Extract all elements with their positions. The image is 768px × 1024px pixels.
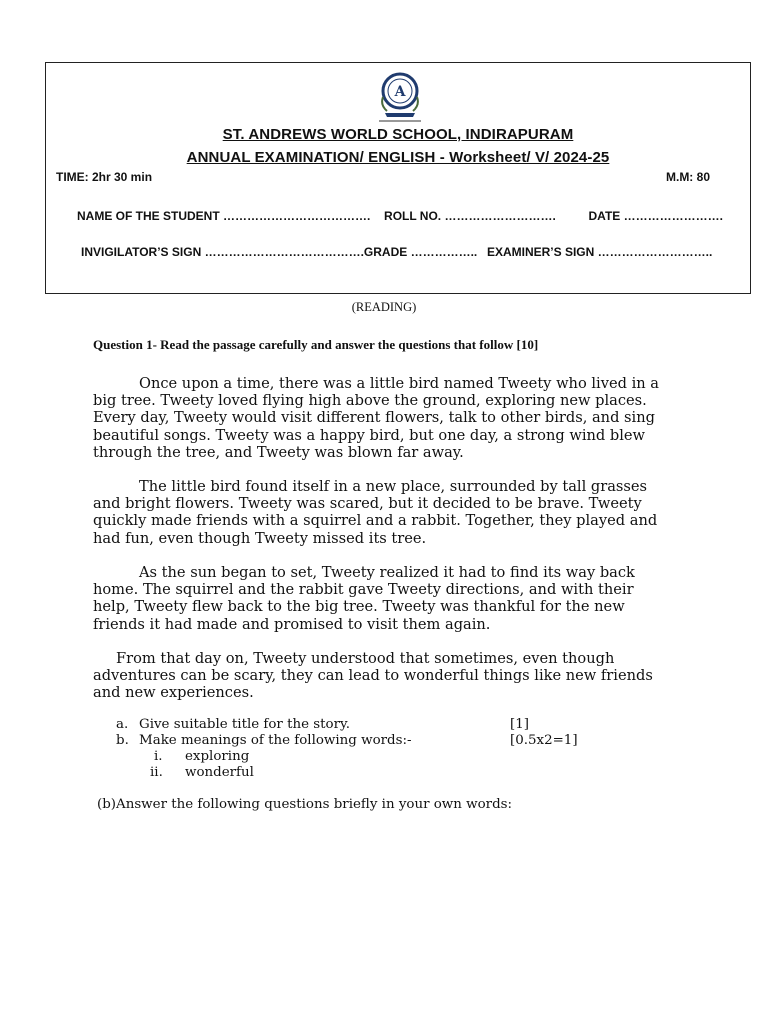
passage-paragraph: Once upon a time, there was a little bird named Tweety who lived in a big tree. Tweety loved flying high above the ground, exploring new places. Every day, Tweety would visit different flowers, talk to other birds, and sing beautiful songs. Tweety was a happy bird, but one day, a strong wind blew through the tree, and Tweety was blown far away. (93, 375, 659, 461)
passage-paragraph: The little bird found itself in a new place, surrounded by tall grasses and bright flowers. Tweety was scared, but it decided to be brave. Tweety quickly made friends with a squirrel and a rabbit. Together, they played and had fun, even though Tweety missed its tree. (93, 478, 658, 547)
crest-letter: A (394, 84, 406, 100)
roll-no-field[interactable]: ROLL NO. ………………………. (384, 209, 556, 223)
section-title: (READING) (351, 300, 417, 314)
exam-time: TIME: 2hr 30 min (56, 170, 153, 184)
question-item-text: Give suitable title for the story. (139, 717, 351, 732)
question-item-letter: a. (116, 717, 129, 732)
part-b-instruction: (b)Answer the following questions briefly in your own words: (97, 797, 513, 812)
date-field[interactable]: DATE ……………………. (588, 209, 723, 223)
word-item: wonderful (185, 765, 254, 780)
exam-header (45, 62, 751, 294)
question-item-text: Make meanings of the following words:- (139, 733, 412, 748)
student-name-field[interactable]: NAME OF THE STUDENT ………………………………. (77, 209, 371, 223)
school-crest-icon (377, 71, 423, 123)
question-item-marks: [1] (510, 717, 529, 732)
student-info-row (77, 209, 723, 223)
word-item-number: ii. (150, 765, 163, 780)
question-heading: Question 1- Read the passage carefully and answer the questions that follow [10] (93, 337, 539, 352)
max-marks: M.M: 80 (665, 170, 710, 184)
invigilator-sign-field[interactable]: INVIGILATOR’S SIGN …………………………………. (81, 245, 364, 259)
passage-paragraph: As the sun began to set, Tweety realized it had to find its way back home. The squirrel and the rabbit gave Tweety directions, and with their help, Tweety flew back to the big tree. Tweety was thankful for the new friends it had made and promised to visit them again. (93, 564, 635, 633)
question-item-marks: [0.5x2=1] (510, 733, 578, 748)
examiner-sign-field[interactable]: EXAMINER’S SIGN ……………………….. (486, 245, 713, 259)
exam-title: ANNUAL EXAMINATION/ ENGLISH - Worksheet/ V/ 2024-25 (186, 149, 610, 166)
word-item-number: i. (154, 749, 163, 764)
passage-paragraph: From that day on, Tweety understood that sometimes, even though adventures can be scary, they can lead to wonderful things like new friends and new experiences. (93, 650, 653, 702)
question-item-letter: b. (116, 733, 129, 748)
signature-row (81, 245, 712, 259)
school-name: ST. ANDREWS WORLD SCHOOL, INDIRAPURAM (222, 126, 574, 143)
word-item: exploring (185, 749, 250, 764)
grade-field[interactable]: GRADE …………….. (363, 245, 478, 259)
